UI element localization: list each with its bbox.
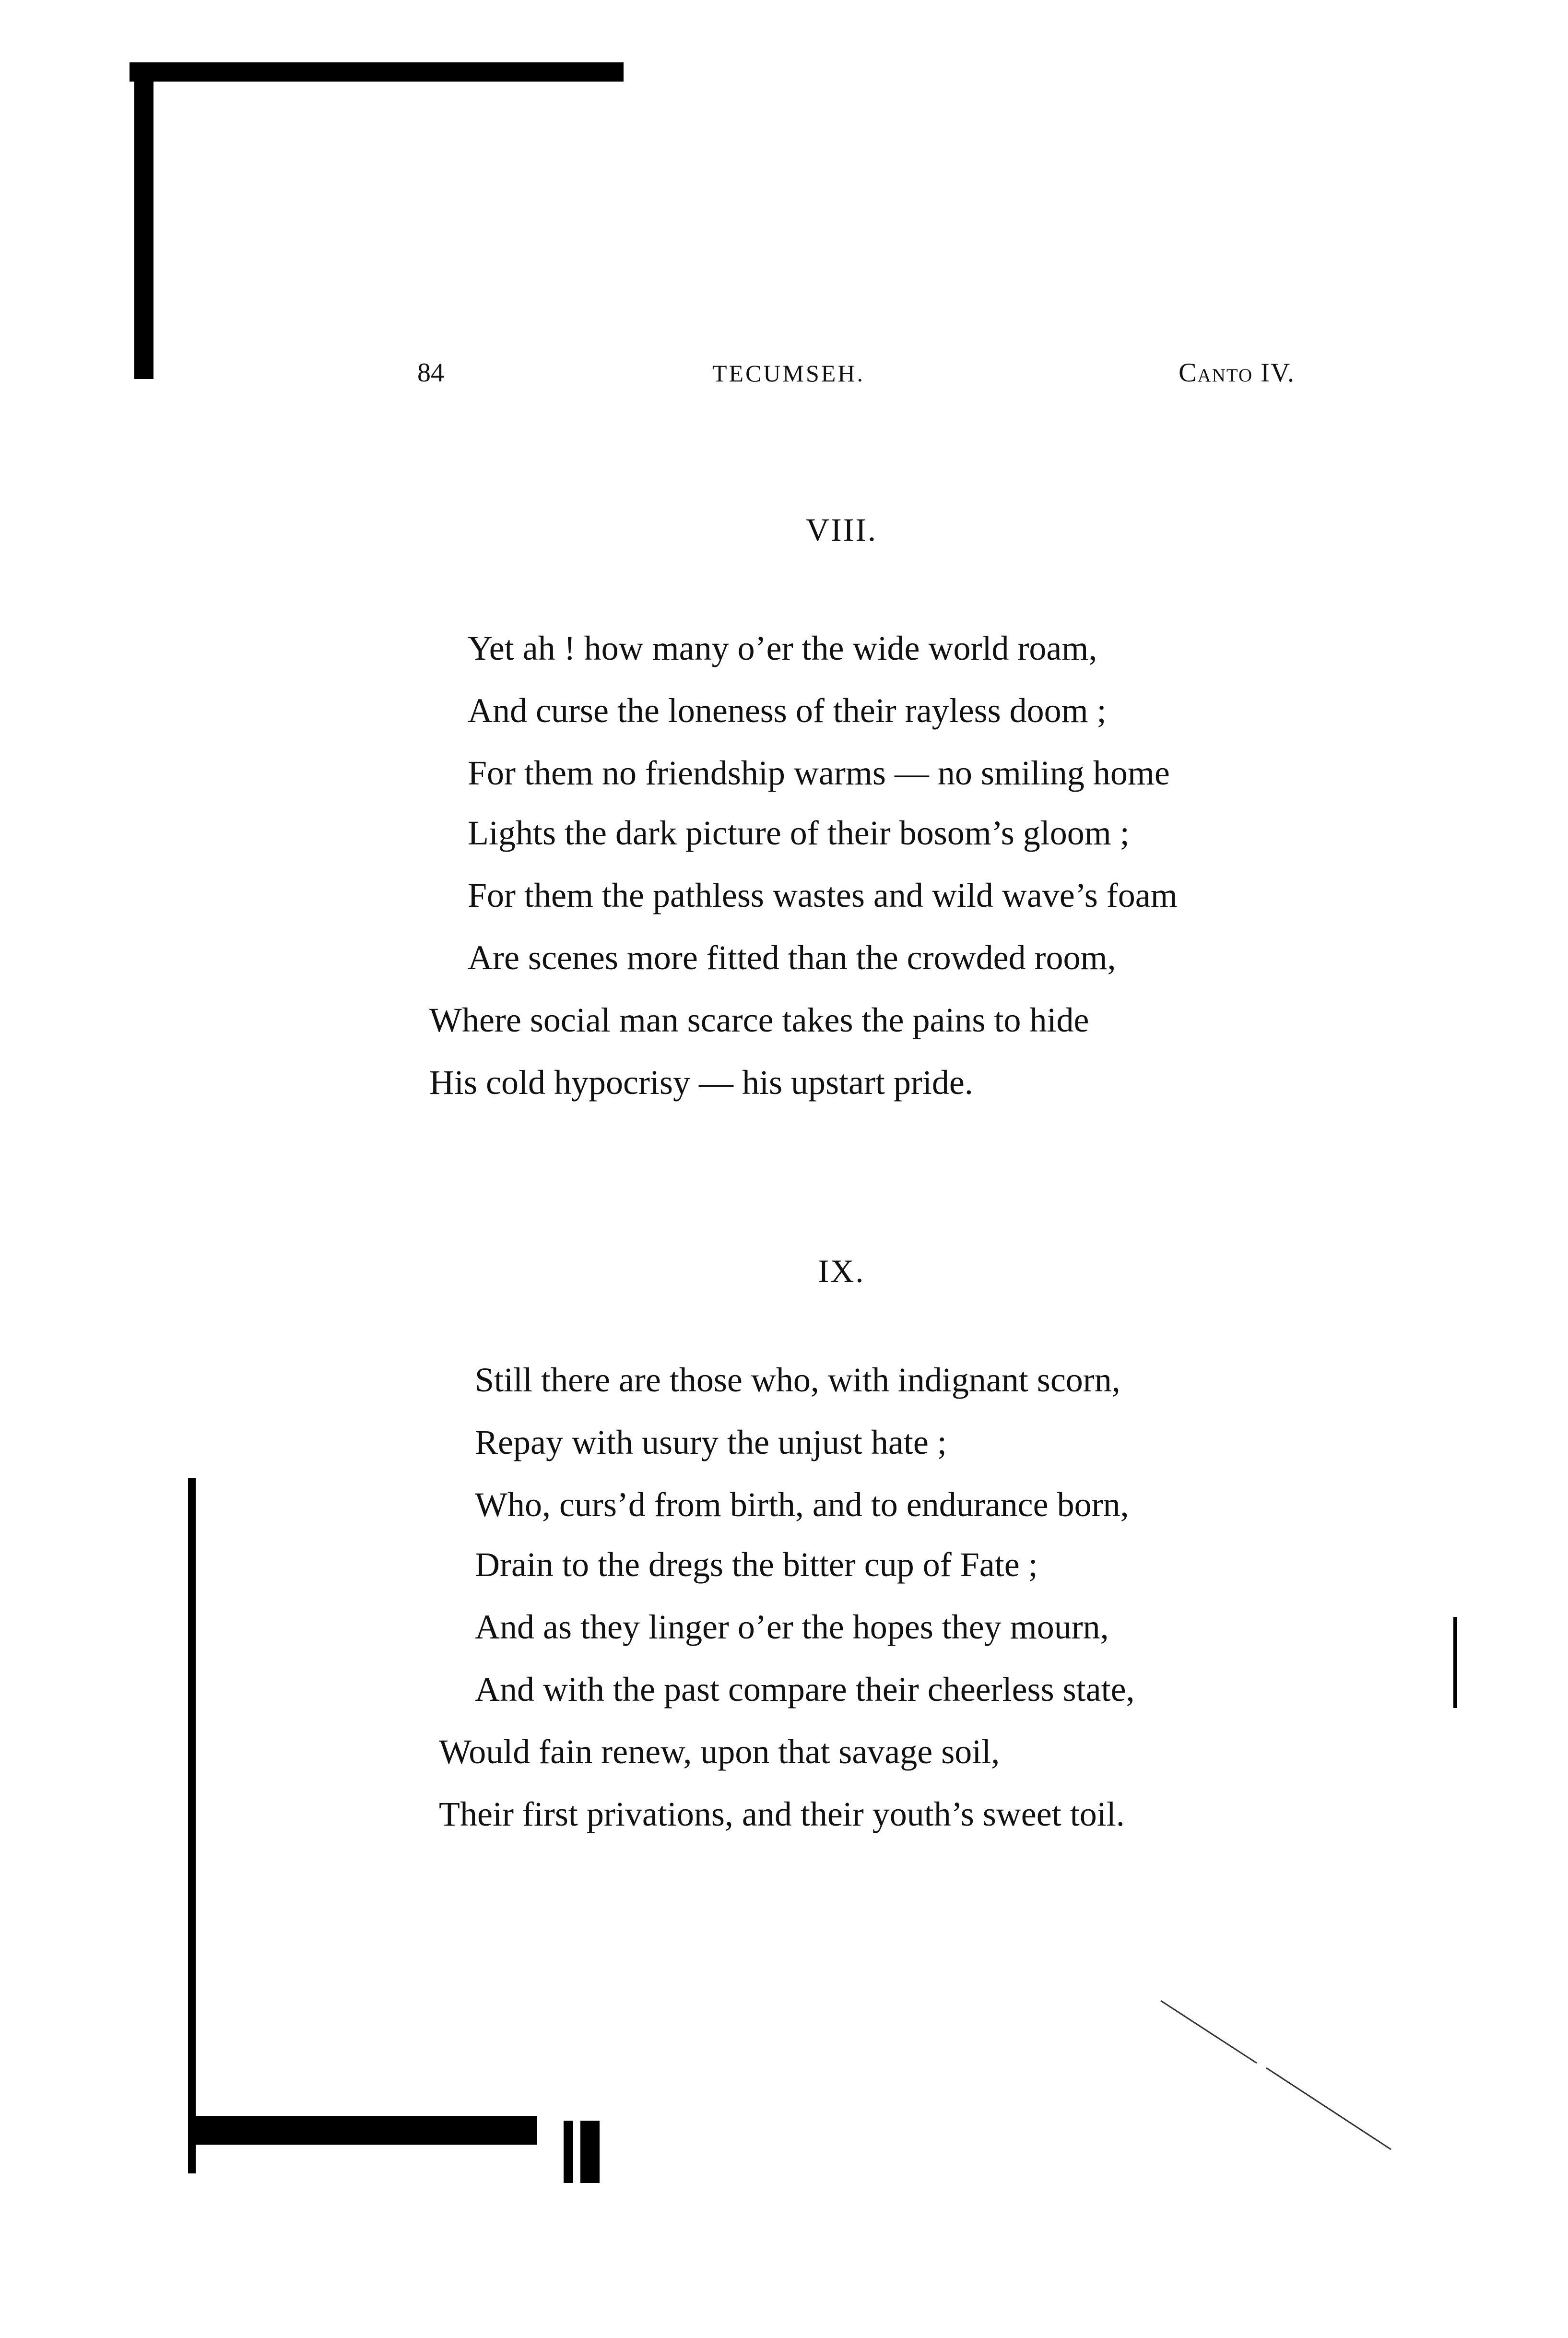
scan-edge-bottom xyxy=(192,2116,537,2145)
running-title: TECUMSEH. xyxy=(712,360,865,387)
poem-line: Their first privations, and their youth’s sweet toil. xyxy=(439,1795,1125,1833)
running-header xyxy=(417,357,1295,396)
poem-line: Lights the dark picture of their bosom’s gloom ; xyxy=(468,814,1130,852)
poem-line: And with the past compare their cheerless state, xyxy=(475,1670,1135,1709)
poem-line: Who, curs’d from birth, and to endurance born, xyxy=(475,1485,1129,1524)
poem-line: Are scenes more fitted than the crowded room, xyxy=(468,938,1116,977)
poem-line: Still there are those who, with indignant scorn, xyxy=(475,1361,1120,1399)
poem-line: And as they linger o’er the hopes they mourn, xyxy=(475,1608,1109,1646)
poem-line: His cold hypocrisy — his upstart pride. xyxy=(429,1063,973,1102)
scan-edge-bottom-mark-2 xyxy=(580,2121,600,2183)
scan-edge-bottom-mark-1 xyxy=(564,2121,573,2183)
poem-line: Where social man scarce takes the pains to hide xyxy=(429,1001,1089,1039)
page-number: 84 xyxy=(417,358,444,388)
poem-line: For them the pathless wastes and wild wave’s foam xyxy=(468,876,1178,914)
scan-edge-left xyxy=(188,1478,196,2173)
poem-line: For them no friendship warms — no smiling home xyxy=(468,754,1170,792)
poem-line: And curse the loneness of their rayless doom ; xyxy=(468,691,1107,730)
stanza-number: VIII. xyxy=(805,511,878,548)
scan-edge-left-top xyxy=(134,82,153,379)
poem-line: Repay with usury the unjust hate ; xyxy=(475,1423,947,1461)
poem-line: Yet ah ! how many o’er the wide world roam, xyxy=(468,629,1097,667)
stanza-number: IX. xyxy=(818,1253,865,1289)
scan-edge-right-mark xyxy=(1453,1617,1457,1708)
scan-edge-top xyxy=(130,62,624,82)
poem-line: Drain to the dregs the bitter cup of Fate ; xyxy=(475,1545,1038,1584)
poem-line: Would fain renew, upon that savage soil, xyxy=(439,1733,1000,1771)
canto-label: Canto IV. xyxy=(1179,358,1295,388)
